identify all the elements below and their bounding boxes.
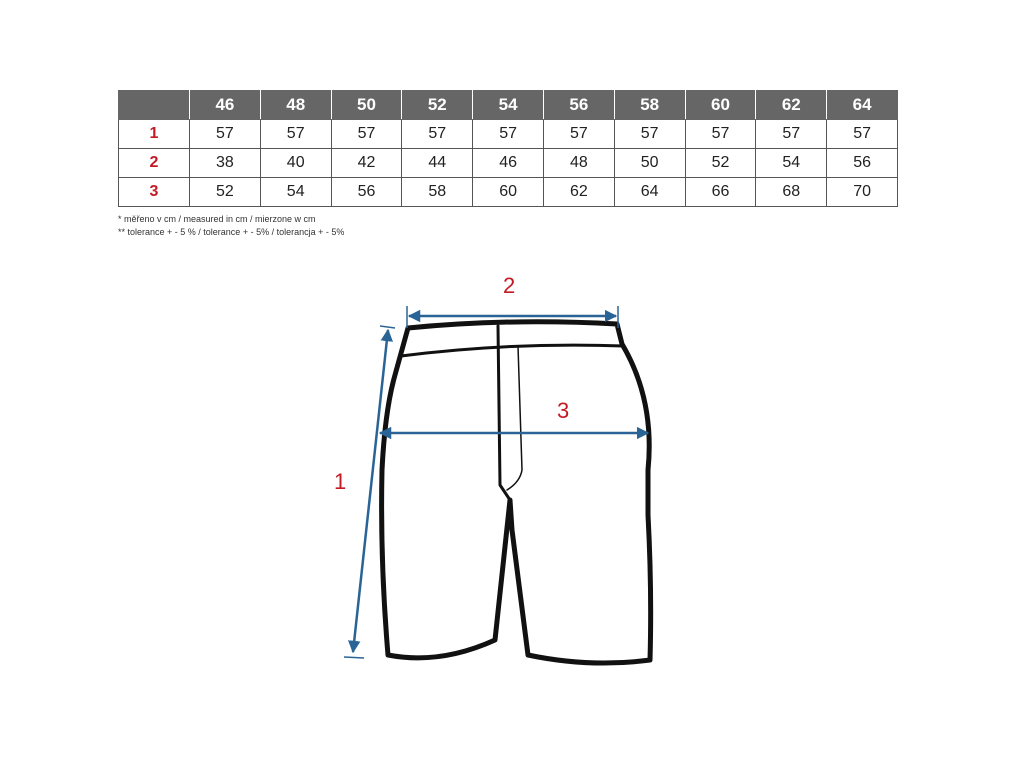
table-cell: 57 [473,120,544,149]
table-cell: 57 [614,120,685,149]
table-cell: 57 [190,120,261,149]
size-header: 52 [402,91,473,120]
size-header: 54 [473,91,544,120]
table-cell: 44 [402,149,473,178]
table-cell: 52 [685,149,756,178]
table-cell: 58 [402,178,473,207]
row-label: 3 [119,178,190,207]
size-header: 46 [190,91,261,120]
table-cell: 52 [190,178,261,207]
table-cell: 57 [756,120,827,149]
table-cell: 57 [331,120,402,149]
row-label: 2 [119,149,190,178]
size-header: 64 [827,91,898,120]
size-header: 60 [685,91,756,120]
table-cell: 46 [473,149,544,178]
table-cell: 66 [685,178,756,207]
measure-line-1 [344,326,395,658]
row-label: 1 [119,120,190,149]
table-cell: 64 [614,178,685,207]
label-1: 1 [334,469,347,494]
table-cell: 48 [543,149,614,178]
table-cell: 57 [543,120,614,149]
table-cell: 70 [827,178,898,207]
table-cell: 57 [260,120,331,149]
table-cell: 57 [827,120,898,149]
table-cell: 68 [756,178,827,207]
label-2: 2 [503,273,516,298]
table-cell: 40 [260,149,331,178]
table-cell: 62 [543,178,614,207]
shorts-outline [382,322,651,663]
label-3: 3 [557,398,570,423]
table-cell: 54 [260,178,331,207]
table-cell: 60 [473,178,544,207]
table-cell: 38 [190,149,261,178]
table-cell: 56 [827,149,898,178]
table-cell: 42 [331,149,402,178]
note-tolerance: ** tolerance + - 5 % / tolerance + - 5% / tolerancja + - 5% [118,227,345,237]
size-header: 50 [331,91,402,120]
table-cell: 57 [402,120,473,149]
table-cell: 56 [331,178,402,207]
size-header: 48 [260,91,331,120]
size-header: 58 [614,91,685,120]
size-header: 62 [756,91,827,120]
table-cell: 50 [614,149,685,178]
note-measured: * měřeno v cm / measured in cm / mierzone w cm [118,214,316,224]
table-cell: 57 [685,120,756,149]
size-header: 56 [543,91,614,120]
table-cell: 54 [756,149,827,178]
